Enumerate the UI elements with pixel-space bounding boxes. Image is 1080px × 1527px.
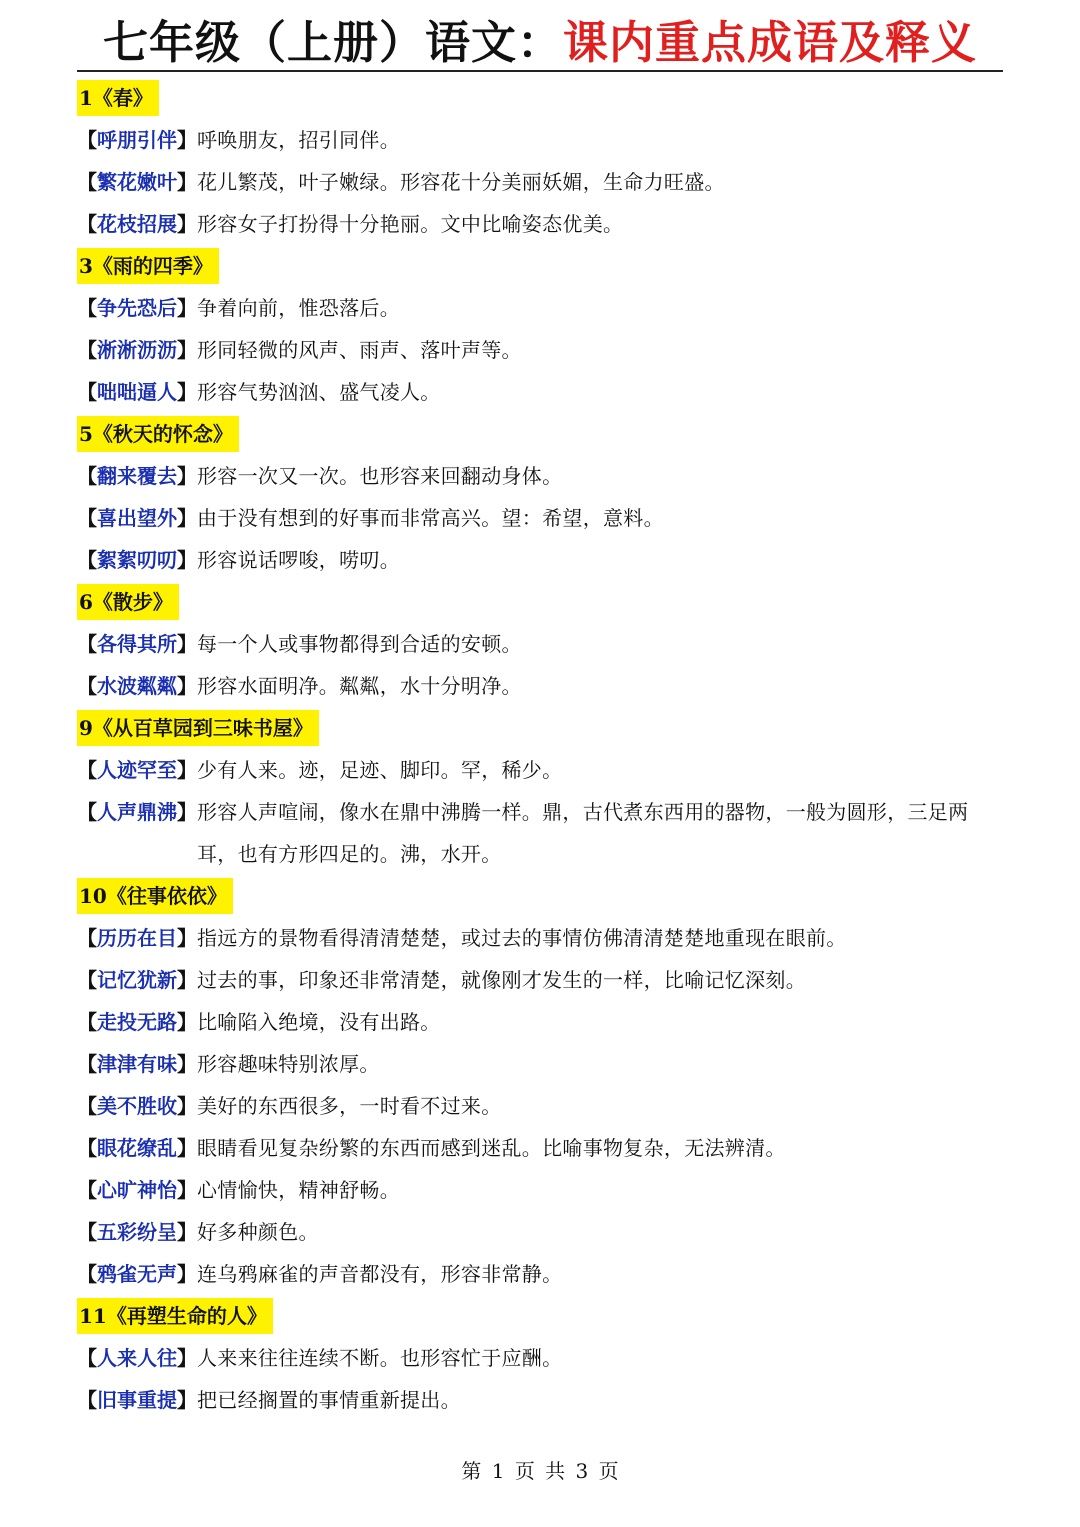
bracket-close: 】 xyxy=(177,506,197,530)
bracket-close: 】 xyxy=(177,380,197,404)
lesson-heading xyxy=(77,707,1007,749)
idiom-word: 淅淅沥沥 xyxy=(97,338,177,362)
idiom-word: 五彩纷呈 xyxy=(97,1220,177,1244)
idiom-entry xyxy=(77,455,1007,497)
bracket-open: 【 xyxy=(77,800,97,824)
idiom-definition: 过去的事，印象还非常清楚，就像刚才发生的一样，比喻记忆深刻。 xyxy=(197,968,806,992)
idiom-term xyxy=(77,1211,197,1253)
idiom-entry xyxy=(77,203,1007,245)
bracket-open: 【 xyxy=(77,1388,97,1412)
bracket-open: 【 xyxy=(77,1010,97,1034)
bracket-close: 】 xyxy=(177,128,197,152)
bracket-open: 【 xyxy=(77,380,97,404)
idiom-word: 争先恐后 xyxy=(97,296,177,320)
idiom-entry xyxy=(77,1253,1007,1295)
idiom-term xyxy=(77,329,197,371)
idiom-definition: 每一个人或事物都得到合适的安顿。 xyxy=(197,632,522,656)
idiom-definition: 形容人声喧闹，像水在鼎中沸腾一样。鼎，古代煮东西用的器物，一般为圆形，三足两耳，也有方形四足的。沸，水开。 xyxy=(197,800,969,866)
idiom-definition: 人来来往往连续不断。也形容忙于应酬。 xyxy=(197,1346,563,1370)
page-number: 第 1 页 共 3 页 xyxy=(461,1459,619,1483)
bracket-open: 【 xyxy=(77,968,97,992)
idiom-term xyxy=(77,1043,197,1085)
bracket-open: 【 xyxy=(77,1178,97,1202)
idiom-word: 记忆犹新 xyxy=(97,968,177,992)
idiom-term xyxy=(77,1253,197,1295)
idiom-entry xyxy=(77,497,1007,539)
bracket-open: 【 xyxy=(77,464,97,488)
idiom-word: 呼朋引伴 xyxy=(97,128,177,152)
page-title xyxy=(0,14,1080,72)
idiom-entry xyxy=(77,1001,1007,1043)
idiom-term xyxy=(77,1379,197,1421)
bracket-open: 【 xyxy=(77,674,97,698)
bracket-open: 【 xyxy=(77,1094,97,1118)
idiom-word: 咄咄逼人 xyxy=(97,380,177,404)
idiom-definition: 形容说话啰唆，唠叨。 xyxy=(197,548,400,572)
idiom-entry xyxy=(77,371,1007,413)
lesson-heading xyxy=(77,1295,1007,1337)
bracket-close: 】 xyxy=(177,212,197,236)
idiom-word: 人声鼎沸 xyxy=(97,800,177,824)
lesson-heading xyxy=(77,875,1007,917)
idiom-term xyxy=(77,917,197,959)
idiom-entry xyxy=(77,1043,1007,1085)
idiom-word: 水波粼粼 xyxy=(97,674,177,698)
bracket-close: 】 xyxy=(177,632,197,656)
idiom-entry xyxy=(77,791,1007,875)
idiom-term xyxy=(77,623,197,665)
bracket-close: 】 xyxy=(177,800,197,824)
idiom-term xyxy=(77,119,197,161)
bracket-close: 】 xyxy=(177,758,197,782)
idiom-definition: 花儿繁茂，叶子嫩绿。形容花十分美丽妖媚，生命力旺盛。 xyxy=(197,170,725,194)
bracket-open: 【 xyxy=(77,170,97,194)
bracket-close: 】 xyxy=(177,1388,197,1412)
bracket-open: 【 xyxy=(77,212,97,236)
idiom-definition: 形容水面明净。粼粼，水十分明净。 xyxy=(197,674,522,698)
bracket-open: 【 xyxy=(77,758,97,782)
idiom-definition: 好多种颜色。 xyxy=(197,1220,319,1244)
bracket-close: 】 xyxy=(177,1094,197,1118)
lesson-title: 5《秋天的怀念》 xyxy=(77,416,239,452)
lesson-title: 6《散步》 xyxy=(77,584,179,620)
idiom-term xyxy=(77,1169,197,1211)
bracket-open: 【 xyxy=(77,338,97,362)
bracket-close: 】 xyxy=(177,338,197,362)
idiom-entry xyxy=(77,917,1007,959)
idiom-word: 繁花嫩叶 xyxy=(97,170,177,194)
lesson-heading xyxy=(77,413,1007,455)
idiom-term xyxy=(77,959,197,1001)
bracket-open: 【 xyxy=(77,548,97,572)
idiom-definition: 眼睛看见复杂纷繁的东西而感到迷乱。比喻事物复杂，无法辨清。 xyxy=(197,1136,786,1160)
idiom-word: 历历在目 xyxy=(97,926,177,950)
bracket-open: 【 xyxy=(77,632,97,656)
idiom-definition: 连乌鸦麻雀的声音都没有，形容非常静。 xyxy=(197,1262,563,1286)
bracket-close: 】 xyxy=(177,1136,197,1160)
idiom-word: 旧事重提 xyxy=(97,1388,177,1412)
idiom-definition: 指远方的景物看得清清楚楚，或过去的事情仿佛清清楚楚地重现在眼前。 xyxy=(197,926,847,950)
idiom-entry xyxy=(77,1379,1007,1421)
idiom-word: 美不胜收 xyxy=(97,1094,177,1118)
idiom-term xyxy=(77,497,197,539)
bracket-close: 】 xyxy=(177,926,197,950)
idiom-entry xyxy=(77,1211,1007,1253)
title-underline xyxy=(77,70,1003,72)
idiom-term xyxy=(77,1337,197,1379)
bracket-open: 【 xyxy=(77,926,97,950)
bracket-close: 】 xyxy=(177,296,197,320)
idiom-term xyxy=(77,371,197,413)
lesson-heading xyxy=(77,77,1007,119)
bracket-close: 】 xyxy=(177,170,197,194)
idiom-definition: 比喻陷入绝境，没有出路。 xyxy=(197,1010,441,1034)
idiom-entry xyxy=(77,959,1007,1001)
idiom-term xyxy=(77,161,197,203)
idiom-word: 各得其所 xyxy=(97,632,177,656)
idiom-word: 翻来覆去 xyxy=(97,464,177,488)
bracket-open: 【 xyxy=(77,1346,97,1370)
idiom-term xyxy=(77,203,197,245)
bracket-close: 】 xyxy=(177,548,197,572)
lesson-title: 9《从百草园到三味书屋》 xyxy=(77,710,319,746)
idiom-definition: 形容气势汹汹、盛气凌人。 xyxy=(197,380,441,404)
lesson-title: 3《雨的四季》 xyxy=(77,248,219,284)
idiom-word: 鸦雀无声 xyxy=(97,1262,177,1286)
idiom-term xyxy=(77,665,197,707)
idiom-word: 人来人往 xyxy=(97,1346,177,1370)
idiom-entry xyxy=(77,1337,1007,1379)
bracket-close: 】 xyxy=(177,1178,197,1202)
idiom-term xyxy=(77,1001,197,1043)
idiom-word: 津津有味 xyxy=(97,1052,177,1076)
idiom-term xyxy=(77,539,197,581)
idiom-entry xyxy=(77,161,1007,203)
lesson-title: 1《春》 xyxy=(77,80,159,116)
bracket-close: 】 xyxy=(177,1262,197,1286)
bracket-close: 】 xyxy=(177,1010,197,1034)
bracket-open: 【 xyxy=(77,1052,97,1076)
lesson-title: 10《往事依依》 xyxy=(77,878,233,914)
bracket-close: 】 xyxy=(177,1220,197,1244)
idiom-definition: 争着向前，惟恐落后。 xyxy=(197,296,400,320)
idiom-entry xyxy=(77,329,1007,371)
idiom-entry xyxy=(77,623,1007,665)
idiom-definition: 由于没有想到的好事而非常高兴。望：希望，意料。 xyxy=(197,506,664,530)
idiom-definition: 美好的东西很多，一时看不过来。 xyxy=(197,1094,502,1118)
idiom-term xyxy=(77,455,197,497)
bracket-close: 】 xyxy=(177,674,197,698)
bracket-open: 【 xyxy=(77,1220,97,1244)
bracket-close: 】 xyxy=(177,1346,197,1370)
lesson-heading xyxy=(77,581,1007,623)
idiom-definition: 形同轻微的风声、雨声、落叶声等。 xyxy=(197,338,522,362)
idiom-definition: 心情愉快，精神舒畅。 xyxy=(197,1178,400,1202)
idiom-word: 喜出望外 xyxy=(97,506,177,530)
bracket-open: 【 xyxy=(77,128,97,152)
lesson-heading xyxy=(77,245,1007,287)
idiom-word: 絮絮叨叨 xyxy=(97,548,177,572)
idiom-entry xyxy=(77,749,1007,791)
idiom-word: 眼花缭乱 xyxy=(97,1136,177,1160)
bracket-close: 】 xyxy=(177,1052,197,1076)
bracket-close: 】 xyxy=(177,464,197,488)
idiom-word: 人迹罕至 xyxy=(97,758,177,782)
idiom-term xyxy=(77,791,197,833)
idiom-word: 走投无路 xyxy=(97,1010,177,1034)
idiom-term xyxy=(77,1127,197,1169)
idiom-entry xyxy=(77,539,1007,581)
bracket-open: 【 xyxy=(77,506,97,530)
title-grade-subject: 七年级（上册）语文： xyxy=(102,16,563,69)
idiom-entry xyxy=(77,1085,1007,1127)
idiom-definition: 呼唤朋友，招引同伴。 xyxy=(197,128,400,152)
bracket-open: 【 xyxy=(77,1136,97,1160)
idiom-word: 心旷神怡 xyxy=(97,1178,177,1202)
bracket-open: 【 xyxy=(77,1262,97,1286)
lesson-title: 11《再塑生命的人》 xyxy=(77,1298,273,1334)
idiom-list xyxy=(77,77,1007,1421)
idiom-definition: 形容女子打扮得十分艳丽。文中比喻姿态优美。 xyxy=(197,212,624,236)
bracket-close: 】 xyxy=(177,968,197,992)
idiom-definition: 把已经搁置的事情重新提出。 xyxy=(197,1388,461,1412)
idiom-definition: 形容一次又一次。也形容来回翻动身体。 xyxy=(197,464,563,488)
idiom-term xyxy=(77,1085,197,1127)
idiom-entry xyxy=(77,119,1007,161)
idiom-word: 花枝招展 xyxy=(97,212,177,236)
idiom-term xyxy=(77,287,197,329)
idiom-definition: 形容趣味特别浓厚。 xyxy=(197,1052,380,1076)
bracket-open: 【 xyxy=(77,296,97,320)
idiom-term xyxy=(77,749,197,791)
idiom-definition: 少有人来。迹，足迹、脚印。罕，稀少。 xyxy=(197,758,563,782)
idiom-entry xyxy=(77,1127,1007,1169)
title-topic: 课内重点成语及释义 xyxy=(563,16,978,69)
idiom-entry xyxy=(77,665,1007,707)
idiom-entry xyxy=(77,287,1007,329)
idiom-entry xyxy=(77,1169,1007,1211)
